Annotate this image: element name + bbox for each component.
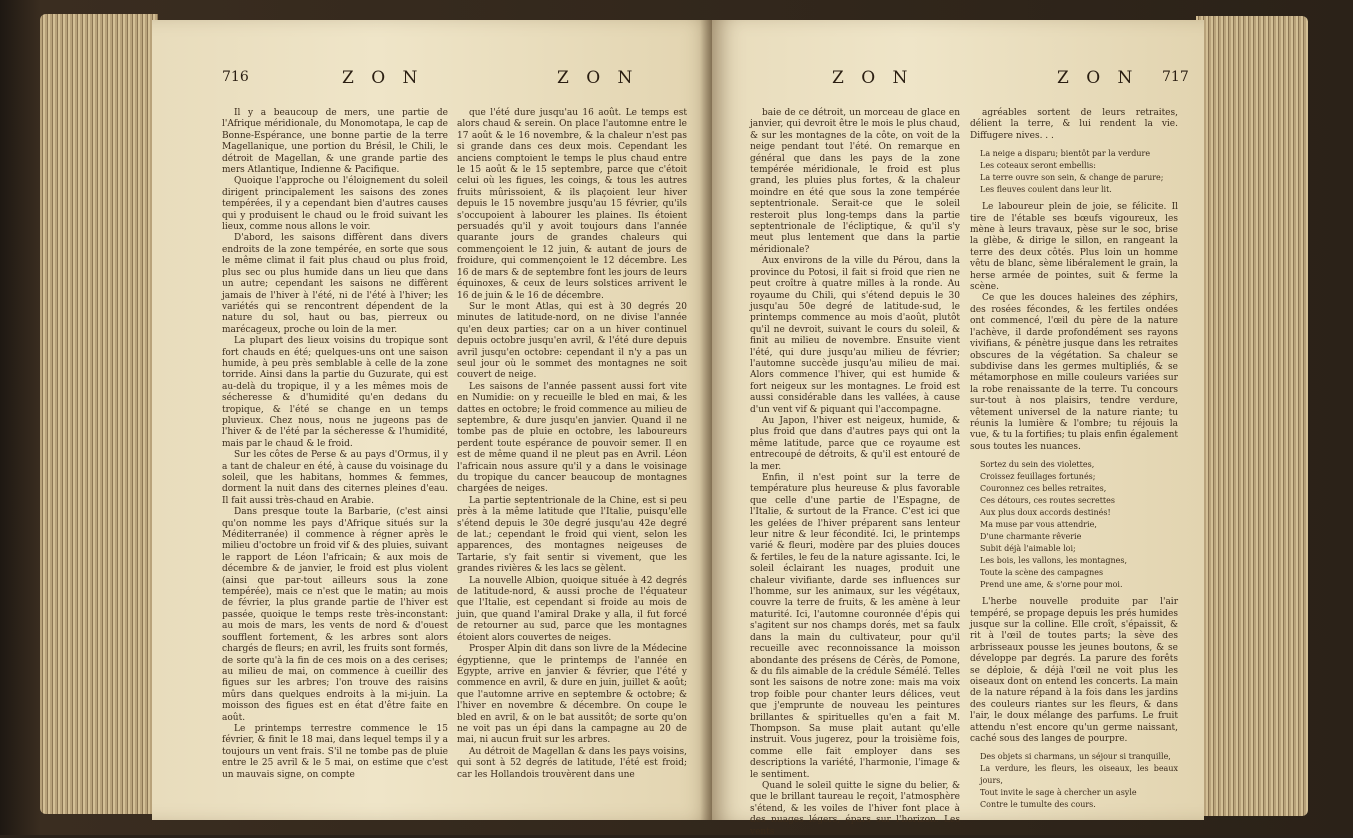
paragraph: Il y a beaucoup de mers, une partie de l'Afrique méridionale, du Monomotapa, le cap de Bonne-Espérance, une bonne partie de la terre Magellanique, une portion du Brésil, le Chili, le détroit de Magellan, & une grande partie des mers Atlantique, Indienne & Pacifique. bbox=[222, 108, 448, 176]
verse-line: Toute la scène des campagnes bbox=[980, 568, 1104, 578]
paragraph: La partie septentrionale de la Chine, est si peu près à la même latitude que l'Italie, puisqu'elle s'étend depuis le 30e degré jusqu'au 42e degré de lat.; cependant le froid qui vient, selon les apparences, des montagnes neigeuses de Tartarie, s'y fait sentir si vivement, que les grandes rivières & les lacs se gèlent. bbox=[457, 495, 687, 575]
verse-line: Tout invite le sage à chercher un asyle bbox=[980, 788, 1137, 798]
verse-line: D'une charmante rêverie bbox=[980, 532, 1082, 542]
verse-block bbox=[980, 459, 1178, 591]
verse-line: Contre le tumulte des cours. bbox=[980, 800, 1096, 810]
verse-line: Subit déjà l'aimable loi; bbox=[980, 544, 1076, 554]
verse-line: Sortez du sein des violettes, bbox=[980, 460, 1095, 470]
running-head-right-col1: Z O N bbox=[832, 68, 914, 88]
paragraph: La nouvelle Albion, quoique située à 42 degrés de latitude-nord, & aussi proche de l'équateur que l'Italie, est cependant si froide au mois de juin, que quand l'amiral Drake y alla, il fut forcé de retourner au sud, parce que les montagnes étoient alors couvertes de neiges. bbox=[457, 575, 687, 643]
right-page bbox=[712, 20, 1204, 837]
paragraph: Ce que les douces haleines des zéphirs, des rosées fécondes, & les fertiles ondées ont commencé, l'œil du père de la nature l'achève, il darde profondément ses rayons vivifians, & pénètre jusque dans les retraites obscures de la végétation. Sa chaleur se subdivise dans les germes multipliés, & se métamorphose en mille couleurs variées sur la robe renaissante de la terre. Tu concours sur-tout à nos plaisirs, tendre verdure, vêtement universel de la nature riante; tu réunis la lumière & l'ombre; tu réjouis la vue, & tu la fortifies; tu plais enfin également sous toutes les nuances. bbox=[970, 293, 1178, 452]
paragraph: Dans presque toute la Barbarie, (c'est ainsi qu'on nomme les pays d'Afrique situés sur la Méditerranée) il commence à régner après le milieu d'octobre un froid vif & des pluies, suivant le rapport de Léon l'africain; & aux mois de décembre & de janvier, le froid est plus violent (ainsi que par-tout ailleurs sous la zone tempérée), mais ce n'est que le matin; au mois de février, la plus grande partie de l'hiver est passée, quoique le temps reste très-inconstant: au mois de mars, les vents de nord & d'ouest soufflent fortement, & les arbres sont alors chargés de fleurs; en avril, les fruits sont formés, de sorte qu'à la fin de ces mois on a des cerises; au milieu de mai, on commence à cueillir des figues sur les arbres; l'on trouve des raisins mûrs dans quelques endroits à la mi-juin. La moisson des figues est en état d'être faite en août. bbox=[222, 507, 448, 723]
paragraph: Le printemps terrestre commence le 15 février, & finit le 18 mai, dans lequel temps il y a toujours un vent frais. S'il ne tombe pas de pluie entre le 25 avril & le 5 mai, on estime que c'est un mauvais signe, on compte bbox=[222, 723, 448, 780]
paragraph: baie de ce détroit, un morceau de glace en janvier, qui devroit être le mois le plus chaud, & sur les montagnes de la côte, on voit de la neige pendant tout l'été. On remarque en général que dans les pays de la zone tempérée méridionale, le froid est plus grand, les pluies plus fortes, & la chaleur moindre en été que sous la zone tempérée septentrionale. Serait-ce que le soleil resteroit plus long-temps dans la partie septentrionale de l'écliptique, & qu'il s'y meut plus lentement que dans la partie méridionale? bbox=[750, 108, 960, 255]
verse-line: Couronnez ces belles retraites, bbox=[980, 484, 1107, 494]
paragraph: Le laboureur plein de joie, se félicite. Il tire de l'étable ses bœufs vigoureux, les mène à leurs travaux, pèse sur le soc, brise la glèbe, & dirige le sillon, en rangeant la terre des deux côtés. Plus loin un homme vêtu de blanc, sème libéralement le grain, la herse armée de pointes, suit & ferme la scène. bbox=[970, 202, 1178, 293]
paragraph: Enfin, il n'est point sur la terre de température plus heureuse & plus favorable que celle d'une partie de l'Espagne, de l'Italie, & surtout de la France. C'est ici que les gelées de l'hiver préparent sans lenteur leur nitre & leur fécondité. Ici, le printemps varié & fleuri, modère par des pluies douces & fertiles, le feu de la nature agissante. Ici, le soleil éclairant les nuages, produit une chaleur vivifiante, darde ses influences sur l'homme, sur les animaux, sur les végétaux, couvre la terre de fruits, & les amène à leur maturité. Ici, l'automne couronnée d'épis qui s'agitent sur nos champs dorés, met sa faulx dans la main du cultivateur, pour qu'il recueille avec reconnoissance la moisson abondante des présens de Cérès, de Pomone, & du fils aimable de la crédule Sémélé. Telles sont les saisons de notre zone: mais ma voix trop foible pour chanter leurs délices, veut que j'emprunte de nouveau les peintures brillantes & spirituelles qu'en a fait M. Thompson. Sa muse plait autant qu'elle instruit. Vous jugerez, pour la troisième fois, comme elle fait employer dans ses descriptions la variété, l'harmonie, l'image & le sentiment. bbox=[750, 473, 960, 780]
right-page-edges bbox=[1196, 16, 1308, 816]
left-page bbox=[152, 20, 715, 820]
verse-line: Les bois, les vallons, les montagnes, bbox=[980, 556, 1128, 566]
running-head-left-col2: Z O N bbox=[557, 68, 639, 88]
left-page-edges bbox=[40, 14, 158, 814]
verse-line: Aux plus doux accords destinés! bbox=[980, 508, 1111, 518]
left-page-column-1 bbox=[222, 108, 448, 813]
verse-line: Les coteaux seront embellis: bbox=[980, 161, 1096, 171]
verse-line: Prend une ame, & s'orne pour moi. bbox=[980, 580, 1123, 590]
paragraph: Sur le mont Atlas, qui est à 30 degrés 20 minutes de latitude-nord, on ne divise l'année qu'en deux parties; car on a un hiver continuel depuis octobre jusqu'en avril, & l'été dure depuis avril jusqu'en octobre: cependant il n'y a pas un seul jour où le sommet des montagnes ne soit couvert de neige. bbox=[457, 301, 687, 381]
paragraph: Quoique l'approche ou l'éloignement du soleil dirigent principalement les saisons des zones tempérées, il y a cependant bien d'autres causes qui y produisent le chaud ou le froid suivant les lieux, comme nous allons le voir. bbox=[222, 176, 448, 233]
running-head-right: Z O N bbox=[1057, 68, 1139, 88]
page-number-left: 716 bbox=[222, 69, 249, 85]
paragraph: Au Japon, l'hiver est neigeux, humide, & plus froid que dans d'autres pays qui ont la même latitude, parce que ce royaume est entrecoupé de détroits, & qu'il est entouré de la mer. bbox=[750, 415, 960, 472]
left-page-column-2 bbox=[457, 108, 687, 813]
verse-line: Croissez feuillages fortunés; bbox=[980, 472, 1096, 482]
right-page-column-1 bbox=[750, 108, 960, 837]
paragraph: Sur les côtes de Perse & au pays d'Ormus, il y a tant de chaleur en été, à cause du voisinage du soleil, que les habitans, hommes & femmes, dorment la nuit dans des citernes pleines d'eau. Il fait aussi très-chaud en Arabie. bbox=[222, 450, 448, 506]
paragraph: La plupart des lieux voisins du tropique sont fort chauds en été; quelques-uns ont une saison humide, à peu près semblable à celle de la zone torride. Ainsi dans la partie du Guzurate, qui est au-delà du tropique, il y a les mêmes mois de sécheresse & d'humidité qu'en dedans du tropique, & l'été se change en un temps pluvieux. Chez nous, nous ne jugeons pas de l'hiver & de l'été par la sécheresse & l'humidité, mais par le chaud & le froid. bbox=[222, 336, 448, 449]
right-page-column-2 bbox=[970, 108, 1178, 813]
paragraph: L'herbe nouvelle produite par l'air tempéré, se propage depuis les prés humides jusque sur la colline. Elle croît, s'épaissit, & rit à l'œil de toutes parts; la sève des arbrisseaux pousse les jeunes boutons, & se développe par degrés. La parure des forêts se déploie, & déjà l'œil ne voit plus les oiseaux dont on entend les concerts. La main de la nature répand à la fois dans les jardins des couleurs riantes sur les fleurs, & dans l'air, le doux mélange des parfums. Le fruit attendu n'est encore qu'un germe naissant, caché sous des langes de pourpre. bbox=[970, 597, 1178, 745]
verse-block bbox=[980, 751, 1178, 811]
verse-line: Ma muse par vous attendrie, bbox=[980, 520, 1097, 530]
paragraph: Au détroit de Magellan & dans les pays voisins, qui sont à 52 degrés de latitude, l'été est froid; car les Hollandois trouvèrent dans une bbox=[457, 746, 687, 780]
verse-line: Des objets si charmans, un séjour si tranquille, bbox=[980, 752, 1171, 762]
paragraph: D'abord, les saisons diffèrent dans divers endroits de la zone tempérée, en sorte que sous le même climat il fait plus chaud ou plus froid, plus sec ou plus humide dans un lieu que dans un autre; cependant les saisons ne diffèrent jamais de l'hiver à l'été, ni de l'été à l'hiver; les variétés qui se rencontrent dépendent de la nature du sol, haut ou bas, pierreux ou marécageux, proche ou loin de la mer. bbox=[222, 233, 448, 335]
paragraph: Aux environs de la ville du Pérou, dans la province du Potosi, il fait si froid que rien ne peut croître à quatre milles à la ronde. Au royaume du Chili, qui s'étend depuis le 30 jusqu'au 50e degré de latitude-sud, le printemps commence au mois d'août, plutôt qu'il ne devroit, suivant le cours du soleil, & finit au milieu de novembre. Ensuite vient l'été, qui dure jusqu'au milieu de février; l'automne succède jusqu'au milieu de mai. Alors commence l'hiver, qui est humide & fort neigeux sur les montagnes. Le froid est aussi considérable dans les vallées, à cause d'un vent vif & piquant qui l'accompagne. bbox=[750, 256, 960, 415]
verse-block bbox=[980, 148, 1178, 196]
running-head-left: Z O N bbox=[342, 68, 424, 88]
verse-line: La terre ouvre son sein, & change de parure; bbox=[980, 173, 1164, 183]
paragraph: Les saisons de l'année passent aussi fort vite en Numidie: on y recueille le bled en mai, & les dattes en octobre; le froid commence au milieu de septembre, & dure jusqu'en janvier. Quand il ne tombe pas de pluie en octobre, les laboureurs perdent toute espérance de pouvoir semer. Il en est de même quand il ne pleut pas en Avril. Léon l'africain nous assure qu'il y a dans le voisinage du tropique du cancer beaucoup de montagnes chargées de neiges. bbox=[457, 381, 687, 495]
paragraph: Quand le soleil quitte le signe du belier, & que le brillant taureau le reçoit, l'atmosphère s'étend, & les voiles de l'hiver font place à des nuages légers, épars sur l'horizon. Les vents bbox=[750, 780, 960, 837]
paragraph: Prosper Alpin dit dans son livre de la Médecine égyptienne, que le printemps de l'année en Egypte, arrive en janvier & février, que l'été y commence en avril, & dure en juin, juillet & août; que l'automne arrive en septembre & octobre; & l'hiver en novembre & décembre. On coupe le bled en avril, & on le bat aussitôt; de sorte qu'on ne voit pas un épi dans la campagne au 20 de mai, ni aucun fruit sur les arbres. bbox=[457, 644, 687, 746]
page-number-right: 717 bbox=[1162, 69, 1189, 85]
verse-line: La verdure, les fleurs, les oiseaux, les beaux jours, bbox=[980, 764, 1178, 786]
verse-line: Ces détours, ces routes secrettes bbox=[980, 496, 1115, 506]
paragraph: que l'été dure jusqu'au 16 août. Le temps est alors chaud & serein. On place l'automne entre le 17 août & le 16 novembre, & la chaleur n'est pas si grande dans ces deux mois. Cependant les anciens comptoient le temps le plus chaud entre le 15 août & le 15 septembre, parce que c'étoit celui où les figues, les coings, & tous les autres fruits mûrissoient, & ils plaçoient leur hiver depuis le 15 novembre jusqu'au 15 février, qu'ils s'occupoient à labourer les plaines. Ils étoient persuadés qu'il y avoit toujours dans l'année quarante jours de grandes chaleurs qui commençoient le 12 juin, & autant de jours de froidure, qui commençoient le 12 décembre. Les 16 de mars & de septembre font les jours de leurs équinoxes, & ceux de leurs solstices arrivent le 16 de juin & le 16 de décembre. bbox=[457, 108, 687, 301]
verse-line: Les fleuves coulent dans leur lit. bbox=[980, 185, 1112, 195]
verse-line: La neige a disparu; bientôt par la verdure bbox=[980, 149, 1151, 159]
paragraph: agréables sortent de leurs retraites, délient la terre, & lui rendent la vie. Diffugere nives. . . bbox=[970, 108, 1178, 141]
